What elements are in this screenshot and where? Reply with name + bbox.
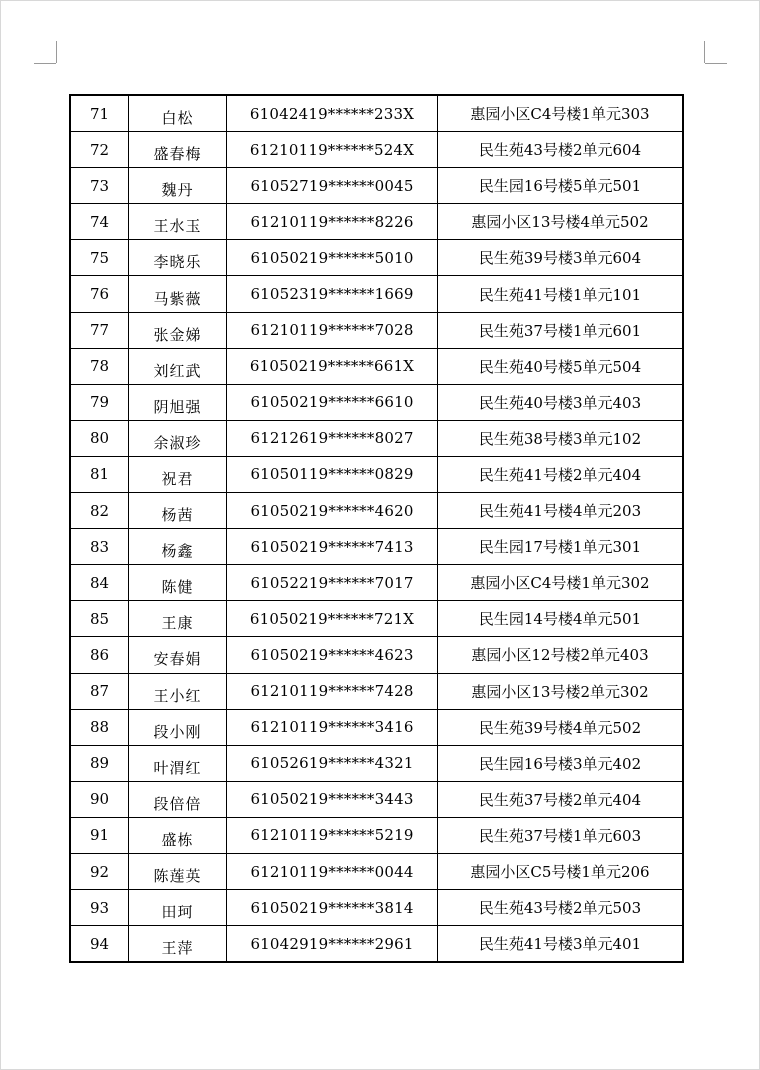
table-row (70, 637, 683, 673)
table-row (70, 529, 683, 565)
address-cell: 民生苑38号楼3单元102 (438, 420, 684, 456)
table-row (70, 709, 683, 745)
address-cell: 民生苑41号楼1单元101 (438, 276, 684, 312)
name-text: 段小刚 (153, 722, 202, 741)
id-number-cell: 61042419******233X (227, 95, 438, 132)
name-text: 王康 (161, 614, 194, 633)
address-cell: 民生苑43号楼2单元604 (438, 132, 684, 168)
name-text: 安春娟 (153, 650, 202, 669)
table-row (70, 673, 683, 709)
id-number-cell: 61050219******661X (227, 348, 438, 384)
name-cell (129, 420, 227, 456)
address-cell: 民生园17号楼1单元301 (438, 529, 684, 565)
id-number-cell: 61050119******0829 (227, 456, 438, 492)
id-number-cell: 61050219******3814 (227, 890, 438, 926)
address-cell: 民生苑37号楼2单元404 (438, 781, 684, 817)
table-row (70, 132, 683, 168)
id-number-cell: 61210119******524X (227, 132, 438, 168)
address-cell: 民生苑40号楼5单元504 (438, 348, 684, 384)
name-text: 段倍倍 (153, 794, 202, 813)
table-row (70, 890, 683, 926)
address-cell: 惠园小区12号楼2单元403 (438, 637, 684, 673)
name-text: 阴旭强 (153, 397, 202, 416)
table-row (70, 384, 683, 420)
table-row (70, 348, 683, 384)
name-cell (129, 168, 227, 204)
name-cell (129, 926, 227, 963)
row-number-cell: 84 (70, 565, 129, 601)
address-cell: 惠园小区13号楼4单元502 (438, 204, 684, 240)
roster-table-body (70, 95, 683, 962)
address-cell: 惠园小区13号楼2单元302 (438, 673, 684, 709)
row-number-cell: 72 (70, 132, 129, 168)
crop-mark-top-left-v (56, 41, 57, 63)
table-row (70, 493, 683, 529)
name-text: 陈健 (161, 578, 194, 597)
id-number-cell: 61050219******4623 (227, 637, 438, 673)
table-row (70, 565, 683, 601)
roster-table (69, 94, 684, 963)
name-cell (129, 601, 227, 637)
row-number-cell: 90 (70, 781, 129, 817)
address-cell: 惠园小区C5号楼1单元206 (438, 853, 684, 889)
address-cell: 民生苑43号楼2单元503 (438, 890, 684, 926)
name-cell (129, 529, 227, 565)
id-number-cell: 61050219******721X (227, 601, 438, 637)
row-number-cell: 80 (70, 420, 129, 456)
row-number-cell: 82 (70, 493, 129, 529)
id-number-cell: 61210119******0044 (227, 853, 438, 889)
name-cell (129, 95, 227, 132)
row-number-cell: 78 (70, 348, 129, 384)
name-cell (129, 673, 227, 709)
name-cell (129, 456, 227, 492)
name-text: 王萍 (161, 939, 194, 958)
row-number-cell: 86 (70, 637, 129, 673)
name-text: 杨茜 (161, 506, 194, 525)
address-cell: 惠园小区C4号楼1单元303 (438, 95, 684, 132)
table-row (70, 240, 683, 276)
address-cell: 民生苑37号楼1单元603 (438, 817, 684, 853)
name-cell (129, 312, 227, 348)
row-number-cell: 91 (70, 817, 129, 853)
name-text: 王小红 (153, 686, 202, 705)
id-number-cell: 61050219******7413 (227, 529, 438, 565)
row-number-cell: 92 (70, 853, 129, 889)
row-number-cell: 71 (70, 95, 129, 132)
row-number-cell: 85 (70, 601, 129, 637)
name-text: 陈莲英 (153, 867, 202, 886)
id-number-cell: 61042919******2961 (227, 926, 438, 963)
name-cell (129, 132, 227, 168)
name-text: 刘红武 (153, 361, 202, 380)
id-number-cell: 61210119******8226 (227, 204, 438, 240)
name-text: 张金娣 (153, 325, 202, 344)
table-row (70, 276, 683, 312)
address-cell: 民生苑39号楼3单元604 (438, 240, 684, 276)
name-cell (129, 853, 227, 889)
name-cell (129, 276, 227, 312)
name-text: 盛春梅 (153, 145, 202, 164)
table-row (70, 204, 683, 240)
address-cell: 民生园14号楼4单元501 (438, 601, 684, 637)
row-number-cell: 73 (70, 168, 129, 204)
id-number-cell: 61052619******4321 (227, 745, 438, 781)
table-row (70, 817, 683, 853)
table-row (70, 853, 683, 889)
name-cell (129, 637, 227, 673)
name-text: 王水玉 (153, 217, 202, 236)
name-text: 杨鑫 (161, 542, 194, 561)
row-number-cell: 76 (70, 276, 129, 312)
row-number-cell: 94 (70, 926, 129, 963)
crop-mark-top-right-h (705, 63, 727, 64)
id-number-cell: 61210119******7428 (227, 673, 438, 709)
address-cell: 民生苑40号楼3单元403 (438, 384, 684, 420)
row-number-cell: 74 (70, 204, 129, 240)
id-number-cell: 61212619******8027 (227, 420, 438, 456)
name-cell (129, 709, 227, 745)
table-row (70, 926, 683, 963)
address-cell: 民生园16号楼5单元501 (438, 168, 684, 204)
name-text: 盛栋 (161, 830, 194, 849)
row-number-cell: 87 (70, 673, 129, 709)
id-number-cell: 61052219******7017 (227, 565, 438, 601)
id-number-cell: 61210119******3416 (227, 709, 438, 745)
name-cell (129, 348, 227, 384)
name-cell (129, 240, 227, 276)
id-number-cell: 61052719******0045 (227, 168, 438, 204)
table-row (70, 781, 683, 817)
id-number-cell: 61210119******7028 (227, 312, 438, 348)
name-text: 余淑珍 (153, 433, 202, 452)
address-cell: 民生园16号楼3单元402 (438, 745, 684, 781)
row-number-cell: 83 (70, 529, 129, 565)
id-number-cell: 61050219******4620 (227, 493, 438, 529)
address-cell: 民生苑39号楼4单元502 (438, 709, 684, 745)
table-row (70, 95, 683, 132)
address-cell: 惠园小区C4号楼1单元302 (438, 565, 684, 601)
table-row (70, 456, 683, 492)
id-number-cell: 61050219******5010 (227, 240, 438, 276)
name-text: 祝君 (161, 469, 194, 488)
crop-mark-top-right-v (704, 41, 705, 63)
name-text: 田珂 (161, 903, 194, 922)
name-cell (129, 781, 227, 817)
row-number-cell: 88 (70, 709, 129, 745)
address-cell: 民生苑41号楼2单元404 (438, 456, 684, 492)
name-text: 白松 (161, 109, 194, 128)
table-row (70, 745, 683, 781)
table-row (70, 601, 683, 637)
id-number-cell: 61052319******1669 (227, 276, 438, 312)
address-cell: 民生苑37号楼1单元601 (438, 312, 684, 348)
table-row (70, 312, 683, 348)
name-cell (129, 493, 227, 529)
id-number-cell: 61050219******3443 (227, 781, 438, 817)
crop-mark-top-left-h (34, 63, 56, 64)
name-cell (129, 890, 227, 926)
name-cell (129, 204, 227, 240)
row-number-cell: 79 (70, 384, 129, 420)
name-text: 马紫薇 (153, 289, 202, 308)
row-number-cell: 75 (70, 240, 129, 276)
name-cell (129, 565, 227, 601)
name-cell (129, 817, 227, 853)
address-cell: 民生苑41号楼3单元401 (438, 926, 684, 963)
address-cell: 民生苑41号楼4单元203 (438, 493, 684, 529)
name-cell (129, 745, 227, 781)
name-text: 李晓乐 (153, 253, 202, 272)
row-number-cell: 77 (70, 312, 129, 348)
name-text: 魏丹 (161, 181, 194, 200)
table-row (70, 420, 683, 456)
name-cell (129, 384, 227, 420)
name-text: 叶渭红 (153, 758, 202, 777)
row-number-cell: 81 (70, 456, 129, 492)
id-number-cell: 61050219******6610 (227, 384, 438, 420)
row-number-cell: 89 (70, 745, 129, 781)
id-number-cell: 61210119******5219 (227, 817, 438, 853)
row-number-cell: 93 (70, 890, 129, 926)
table-row (70, 168, 683, 204)
